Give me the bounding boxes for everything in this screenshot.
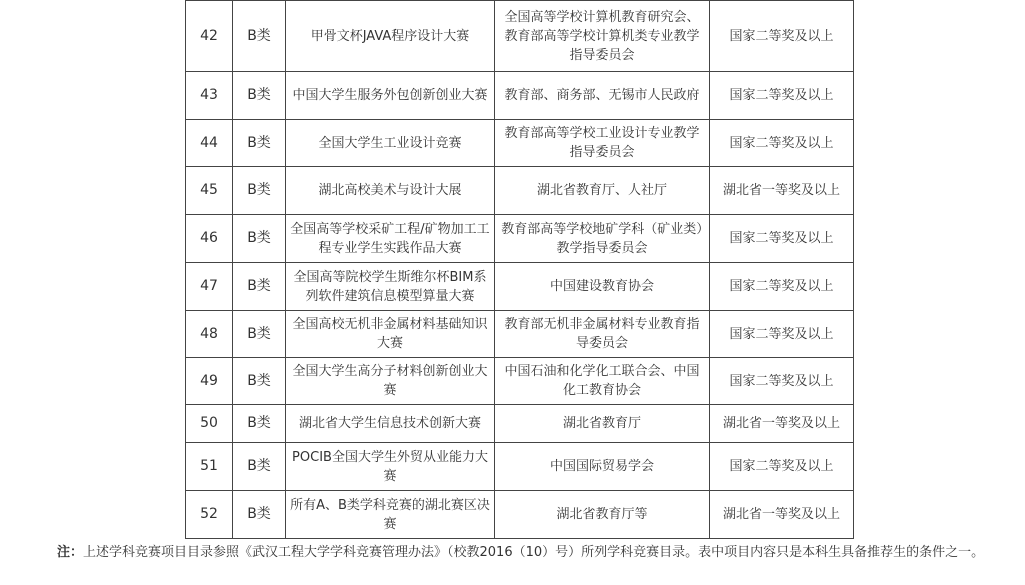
row-organizer: 湖北省教育厅、人社厅 xyxy=(495,167,710,215)
row-number: 44 xyxy=(186,120,233,167)
row-category: B类 xyxy=(233,1,286,72)
row-competition-name: POCIB全国大学生外贸从业能力大赛 xyxy=(286,443,495,491)
row-competition-name: 湖北高校美术与设计大展 xyxy=(286,167,495,215)
row-competition-name: 甲骨文杯JAVA程序设计大赛 xyxy=(286,1,495,72)
row-competition-name: 全国高等院校学生斯维尔杯BIM系列软件建筑信息模型算量大赛 xyxy=(286,263,495,311)
table-row xyxy=(186,120,854,167)
row-number: 48 xyxy=(186,311,233,358)
row-number: 45 xyxy=(186,167,233,215)
footnote-label: 注： xyxy=(57,545,84,560)
row-competition-name: 全国高等学校采矿工程/矿物加工工程专业学生实践作品大赛 xyxy=(286,215,495,263)
row-number: 47 xyxy=(186,263,233,311)
row-organizer: 教育部无机非金属材料专业教育指导委员会 xyxy=(495,311,710,358)
row-organizer: 湖北省教育厅 xyxy=(495,405,710,443)
row-category: B类 xyxy=(233,443,286,491)
table-row xyxy=(186,167,854,215)
row-number: 51 xyxy=(186,443,233,491)
row-award-level: 湖北省一等奖及以上 xyxy=(710,405,854,443)
row-category: B类 xyxy=(233,491,286,539)
row-organizer: 教育部高等学校工业设计专业教学指导委员会 xyxy=(495,120,710,167)
row-award-level: 国家二等奖及以上 xyxy=(710,72,854,120)
row-award-level: 湖北省一等奖及以上 xyxy=(710,167,854,215)
row-competition-name: 中国大学生服务外包创新创业大赛 xyxy=(286,72,495,120)
row-award-level: 国家二等奖及以上 xyxy=(710,263,854,311)
row-organizer: 湖北省教育厅等 xyxy=(495,491,710,539)
table-row xyxy=(186,215,854,263)
table-row xyxy=(186,263,854,311)
competition-table xyxy=(185,0,854,539)
row-award-level: 国家二等奖及以上 xyxy=(710,120,854,167)
row-category: B类 xyxy=(233,405,286,443)
row-award-level: 湖北省一等奖及以上 xyxy=(710,491,854,539)
row-organizer: 中国石油和化学化工联合会、中国化工教育协会 xyxy=(495,358,710,405)
row-category: B类 xyxy=(233,263,286,311)
row-award-level: 国家二等奖及以上 xyxy=(710,311,854,358)
row-category: B类 xyxy=(233,215,286,263)
table-row xyxy=(186,491,854,539)
competition-table-body xyxy=(186,1,854,539)
table-row xyxy=(186,1,854,72)
footnote xyxy=(57,542,992,563)
row-category: B类 xyxy=(233,358,286,405)
row-competition-name: 全国大学生高分子材料创新创业大赛 xyxy=(286,358,495,405)
row-competition-name: 全国高校无机非金属材料基础知识大赛 xyxy=(286,311,495,358)
row-competition-name: 所有A、B类学科竞赛的湖北赛区决赛 xyxy=(286,491,495,539)
row-number: 52 xyxy=(186,491,233,539)
row-category: B类 xyxy=(233,311,286,358)
row-number: 42 xyxy=(186,1,233,72)
table-row xyxy=(186,405,854,443)
row-organizer: 中国国际贸易学会 xyxy=(495,443,710,491)
row-number: 50 xyxy=(186,405,233,443)
row-organizer: 中国建设教育协会 xyxy=(495,263,710,311)
row-category: B类 xyxy=(233,167,286,215)
row-category: B类 xyxy=(233,120,286,167)
row-award-level: 国家二等奖及以上 xyxy=(710,215,854,263)
row-number: 43 xyxy=(186,72,233,120)
row-award-level: 国家二等奖及以上 xyxy=(710,1,854,72)
row-category: B类 xyxy=(233,72,286,120)
row-number: 49 xyxy=(186,358,233,405)
row-number: 46 xyxy=(186,215,233,263)
row-award-level: 国家二等奖及以上 xyxy=(710,443,854,491)
table-row xyxy=(186,72,854,120)
footnote-text: 上述学科竞赛项目目录参照《武汉工程大学学科竞赛管理办法》（校教2016（10）号）所列学科竞赛目录。表中项目内容只是本科生具备推荐生的条件之一。 xyxy=(83,545,985,560)
table-row xyxy=(186,311,854,358)
row-competition-name: 全国大学生工业设计竞赛 xyxy=(286,120,495,167)
row-award-level: 国家二等奖及以上 xyxy=(710,358,854,405)
row-organizer: 教育部、商务部、无锡市人民政府 xyxy=(495,72,710,120)
table-row xyxy=(186,358,854,405)
row-organizer: 全国高等学校计算机教育研究会、教育部高等学校计算机类专业教学指导委员会 xyxy=(495,1,710,72)
row-competition-name: 湖北省大学生信息技术创新大赛 xyxy=(286,405,495,443)
table-row xyxy=(186,443,854,491)
row-organizer: 教育部高等学校地矿学科（矿业类）教学指导委员会 xyxy=(495,215,710,263)
competition-table-container xyxy=(185,0,854,539)
